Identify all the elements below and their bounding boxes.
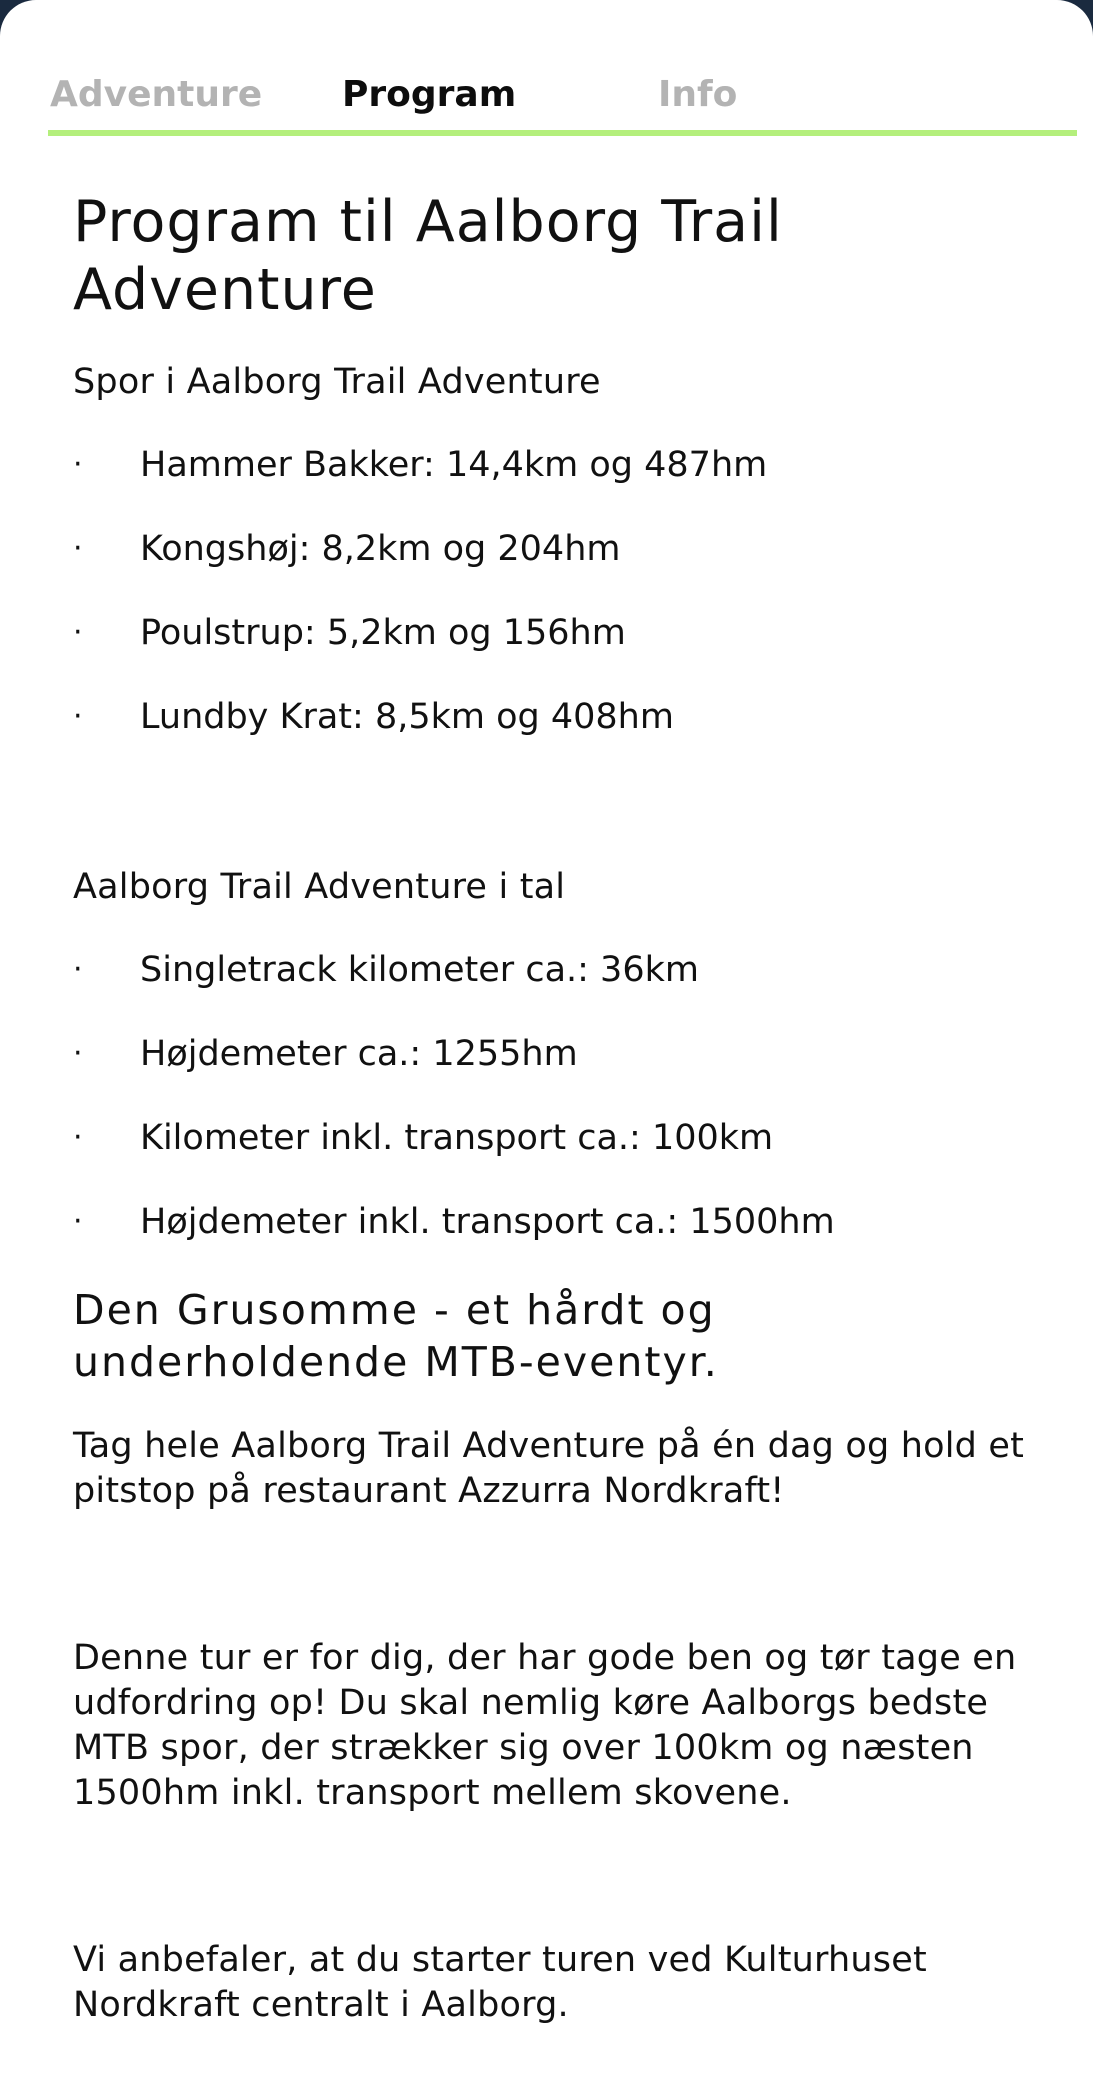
list-item-text: Singletrack kilometer ca.: 36km [140,950,699,990]
bullet: · [73,447,83,482]
list-item [73,1096,1053,1180]
description-paragraph: Denne tur er for dig, der har gode ben og tør tage en udfordring op! Du skal nemlig køre Aalborgs bedste MTB spor, der strækker sig over 100km og næsten 1500hm inkl. transport mellem skovene. [73,1638,1017,1813]
list-item-text: Poulstrup: 5,2km og 156hm [140,613,626,653]
tab-adventure[interactable]: Adventure [50,74,263,115]
list-item-text: Kongshøj: 8,2km og 204hm [140,529,621,569]
list-item [73,675,1053,759]
list-item [73,1012,1053,1096]
spor-heading: Spor i Aalborg Trail Adventure [73,362,601,402]
tab-underline [48,130,1077,136]
bullet: · [73,1120,83,1155]
list-item-text: Kilometer inkl. transport ca.: 100km [140,1118,774,1158]
recommendation-paragraph: Vi anbefaler, at du starter turen ved Kulturhuset Nordkraft centralt i Aalborg. [73,1940,927,2025]
bullet: · [73,531,83,566]
bullet: · [73,615,83,650]
spor-list [73,423,1053,759]
list-item [73,928,1053,1012]
list-item-text: Højdemeter ca.: 1255hm [140,1034,578,1074]
list-item-text: Højdemeter inkl. transport ca.: 1500hm [140,1202,835,1242]
list-item [73,423,1053,507]
bullet: · [73,1036,83,1071]
tab-info[interactable]: Info [658,74,738,115]
tab-program[interactable]: Program [342,74,517,115]
list-item [73,591,1053,675]
bullet: · [73,699,83,734]
page-title: Program til Aalborg Trail Adventure [73,189,783,323]
tab-bar [48,70,1076,120]
bullet: · [73,1204,83,1239]
section-heading: Den Grusomme - et hårdt og underholdende MTB-eventyr. [73,1286,719,1386]
intro-paragraph: Tag hele Aalborg Trail Adventure på én dag og hold et pitstop på restaurant Azzurra Nordkraft! [73,1426,1025,1511]
bullet: · [73,952,83,987]
list-item [73,1180,1053,1264]
tal-list [73,928,1053,1264]
list-item-text: Hammer Bakker: 14,4km og 487hm [140,445,768,485]
list-item-text: Lundby Krat: 8,5km og 408hm [140,697,674,737]
list-item [73,507,1053,591]
program-content [73,188,1053,2028]
tal-heading: Aalborg Trail Adventure i tal [73,867,566,907]
